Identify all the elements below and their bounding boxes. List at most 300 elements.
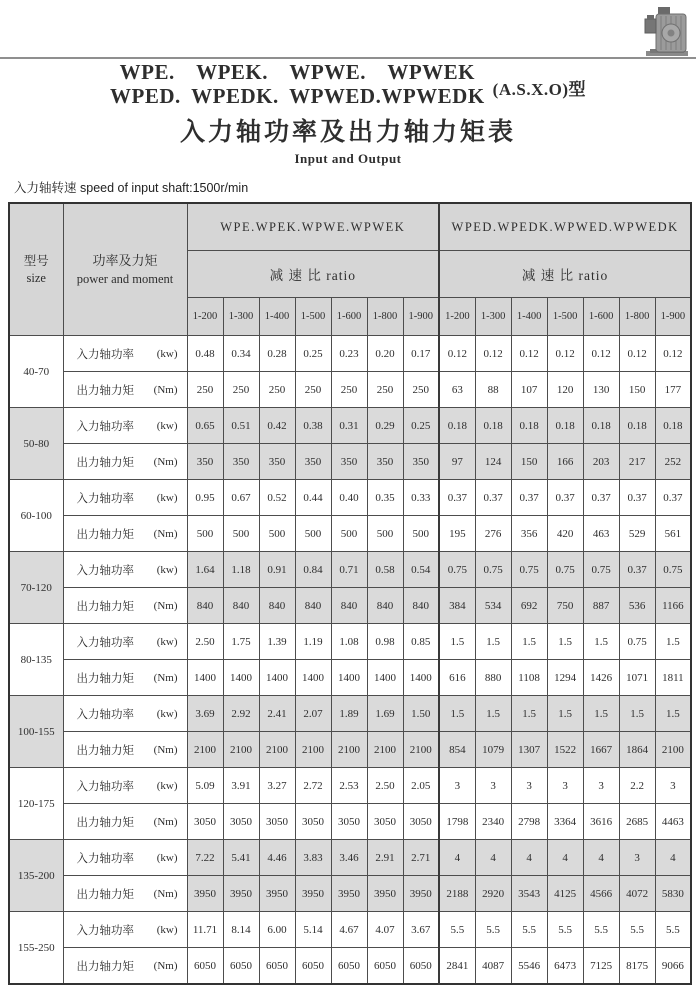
value-cell: 6.00 bbox=[259, 912, 295, 948]
value-cell: 3.69 bbox=[187, 696, 223, 732]
size-cell: 120-175 bbox=[9, 768, 63, 840]
value-cell: 3 bbox=[619, 840, 655, 876]
value-cell: 4087 bbox=[475, 948, 511, 985]
value-cell: 840 bbox=[331, 588, 367, 624]
row-label-unit: (kw) bbox=[156, 491, 178, 504]
value-cell: 0.85 bbox=[403, 624, 439, 660]
value-cell: 1864 bbox=[619, 732, 655, 768]
row-label-cell bbox=[63, 948, 187, 985]
value-cell: 6050 bbox=[295, 948, 331, 985]
value-cell: 840 bbox=[367, 588, 403, 624]
value-cell: 1400 bbox=[403, 660, 439, 696]
value-cell: 217 bbox=[619, 444, 655, 480]
value-cell: 8175 bbox=[619, 948, 655, 985]
col-header-power-moment bbox=[63, 203, 187, 336]
value-cell: 0.29 bbox=[367, 408, 403, 444]
value-cell: 250 bbox=[187, 372, 223, 408]
value-cell: 0.42 bbox=[259, 408, 295, 444]
table-row-output-torque bbox=[9, 372, 691, 408]
value-cell: 1400 bbox=[259, 660, 295, 696]
value-cell: 350 bbox=[403, 444, 439, 480]
value-cell: 1811 bbox=[655, 660, 691, 696]
value-cell: 500 bbox=[331, 516, 367, 552]
value-cell: 1.5 bbox=[475, 696, 511, 732]
table-row-input-power bbox=[9, 552, 691, 588]
value-cell: 0.25 bbox=[295, 336, 331, 372]
ratio-col-header: 1-500 bbox=[547, 298, 583, 336]
value-cell: 250 bbox=[295, 372, 331, 408]
value-cell: 1.75 bbox=[223, 624, 259, 660]
value-cell: 150 bbox=[511, 444, 547, 480]
value-cell: 6050 bbox=[259, 948, 295, 985]
value-cell: 250 bbox=[331, 372, 367, 408]
value-cell: 350 bbox=[259, 444, 295, 480]
value-cell: 0.37 bbox=[583, 480, 619, 516]
value-cell: 195 bbox=[439, 516, 475, 552]
value-cell: 0.84 bbox=[295, 552, 331, 588]
value-cell: 9066 bbox=[655, 948, 691, 985]
value-cell: 3050 bbox=[331, 804, 367, 840]
value-cell: 3950 bbox=[223, 876, 259, 912]
value-cell: 2100 bbox=[187, 732, 223, 768]
value-cell: 500 bbox=[223, 516, 259, 552]
value-cell: 3050 bbox=[187, 804, 223, 840]
col-header-size bbox=[9, 203, 63, 336]
value-cell: 4463 bbox=[655, 804, 691, 840]
table-row-input-power bbox=[9, 336, 691, 372]
group1-ratio-label: 减 速 比 ratio bbox=[187, 251, 439, 298]
value-cell: 1108 bbox=[511, 660, 547, 696]
value-cell: 0.12 bbox=[655, 336, 691, 372]
value-cell: 124 bbox=[475, 444, 511, 480]
value-cell: 6050 bbox=[403, 948, 439, 985]
value-cell: 6050 bbox=[367, 948, 403, 985]
value-cell: 0.20 bbox=[367, 336, 403, 372]
value-cell: 0.18 bbox=[439, 408, 475, 444]
value-cell: 3616 bbox=[583, 804, 619, 840]
value-cell: 5.5 bbox=[439, 912, 475, 948]
row-label-unit: (kw) bbox=[156, 707, 178, 720]
value-cell: 0.17 bbox=[403, 336, 439, 372]
value-cell: 3950 bbox=[295, 876, 331, 912]
value-cell: 0.37 bbox=[547, 480, 583, 516]
value-cell: 561 bbox=[655, 516, 691, 552]
value-cell: 97 bbox=[439, 444, 475, 480]
row-label-cn: 出力轴力矩 bbox=[76, 816, 134, 829]
size-cell: 40-70 bbox=[9, 336, 63, 408]
value-cell: 0.12 bbox=[475, 336, 511, 372]
row-label-cell bbox=[63, 732, 187, 768]
table-row-output-torque bbox=[9, 732, 691, 768]
value-cell: 3 bbox=[475, 768, 511, 804]
value-cell: 2100 bbox=[331, 732, 367, 768]
value-cell: 1.69 bbox=[367, 696, 403, 732]
value-cell: 3364 bbox=[547, 804, 583, 840]
value-cell: 4 bbox=[547, 840, 583, 876]
value-cell: 2.07 bbox=[295, 696, 331, 732]
value-cell: 0.12 bbox=[439, 336, 475, 372]
value-cell: 5.5 bbox=[547, 912, 583, 948]
row-label-cell bbox=[63, 444, 187, 480]
value-cell: 107 bbox=[511, 372, 547, 408]
value-cell: 1.08 bbox=[331, 624, 367, 660]
size-cell: 50-80 bbox=[9, 408, 63, 480]
value-cell: 5.5 bbox=[511, 912, 547, 948]
value-cell: 3.91 bbox=[223, 768, 259, 804]
value-cell: 1.5 bbox=[655, 624, 691, 660]
value-cell: 1400 bbox=[295, 660, 331, 696]
value-cell: 3.67 bbox=[403, 912, 439, 948]
value-cell: 840 bbox=[259, 588, 295, 624]
value-cell: 420 bbox=[547, 516, 583, 552]
value-cell: 2685 bbox=[619, 804, 655, 840]
table-row-output-torque bbox=[9, 660, 691, 696]
value-cell: 0.12 bbox=[583, 336, 619, 372]
size-cell: 135-200 bbox=[9, 840, 63, 912]
table-row-output-torque bbox=[9, 804, 691, 840]
row-label-cell bbox=[63, 840, 187, 876]
value-cell: 0.71 bbox=[331, 552, 367, 588]
value-cell: 0.34 bbox=[223, 336, 259, 372]
row-label-unit: (Nm) bbox=[153, 455, 178, 468]
value-cell: 130 bbox=[583, 372, 619, 408]
value-cell: 0.25 bbox=[403, 408, 439, 444]
value-cell: 0.31 bbox=[331, 408, 367, 444]
series-title-line2: WPED. WPEDK. WPWED.WPWEDK bbox=[110, 84, 485, 108]
ratio-col-header: 1-500 bbox=[295, 298, 331, 336]
row-label-cn: 入力轴功率 bbox=[76, 780, 134, 793]
value-cell: 250 bbox=[367, 372, 403, 408]
value-cell: 1.64 bbox=[187, 552, 223, 588]
value-cell: 3050 bbox=[295, 804, 331, 840]
value-cell: 3 bbox=[583, 768, 619, 804]
value-cell: 2920 bbox=[475, 876, 511, 912]
row-label-unit: (Nm) bbox=[153, 599, 178, 612]
value-cell: 2.72 bbox=[295, 768, 331, 804]
value-cell: 0.91 bbox=[259, 552, 295, 588]
value-cell: 63 bbox=[439, 372, 475, 408]
value-cell: 2.2 bbox=[619, 768, 655, 804]
value-cell: 0.37 bbox=[511, 480, 547, 516]
value-cell: 2.53 bbox=[331, 768, 367, 804]
value-cell: 5546 bbox=[511, 948, 547, 985]
value-cell: 0.40 bbox=[331, 480, 367, 516]
value-cell: 0.37 bbox=[475, 480, 511, 516]
value-cell: 0.37 bbox=[619, 480, 655, 516]
value-cell: 0.52 bbox=[259, 480, 295, 516]
value-cell: 0.75 bbox=[547, 552, 583, 588]
row-label-unit: (kw) bbox=[156, 347, 178, 360]
value-cell: 463 bbox=[583, 516, 619, 552]
size-cell: 60-100 bbox=[9, 480, 63, 552]
power-torque-spec-table bbox=[8, 202, 692, 985]
value-cell: 534 bbox=[475, 588, 511, 624]
value-cell: 3 bbox=[511, 768, 547, 804]
value-cell: 1.5 bbox=[439, 696, 475, 732]
value-cell: 4566 bbox=[583, 876, 619, 912]
value-cell: 5.5 bbox=[619, 912, 655, 948]
value-cell: 0.18 bbox=[583, 408, 619, 444]
value-cell: 500 bbox=[403, 516, 439, 552]
row-label-cn: 出力轴力矩 bbox=[76, 600, 134, 613]
ratio-col-header: 1-200 bbox=[187, 298, 223, 336]
value-cell: 6050 bbox=[331, 948, 367, 985]
value-cell: 384 bbox=[439, 588, 475, 624]
value-cell: 0.35 bbox=[367, 480, 403, 516]
value-cell: 350 bbox=[295, 444, 331, 480]
value-cell: 2841 bbox=[439, 948, 475, 985]
ratio-col-header: 1-800 bbox=[619, 298, 655, 336]
row-label-unit: (kw) bbox=[156, 563, 178, 576]
input-shaft-speed-note bbox=[14, 178, 248, 196]
table-row-output-torque bbox=[9, 588, 691, 624]
value-cell: 1400 bbox=[187, 660, 223, 696]
value-cell: 3950 bbox=[331, 876, 367, 912]
value-cell: 500 bbox=[187, 516, 223, 552]
value-cell: 0.58 bbox=[367, 552, 403, 588]
value-cell: 0.23 bbox=[331, 336, 367, 372]
row-label-unit: (Nm) bbox=[153, 887, 178, 900]
value-cell: 2100 bbox=[655, 732, 691, 768]
value-cell: 0.12 bbox=[547, 336, 583, 372]
row-label-cell bbox=[63, 660, 187, 696]
value-cell: 5.5 bbox=[475, 912, 511, 948]
value-cell: 1.50 bbox=[403, 696, 439, 732]
value-cell: 2100 bbox=[295, 732, 331, 768]
value-cell: 1.5 bbox=[583, 624, 619, 660]
value-cell: 5.41 bbox=[223, 840, 259, 876]
value-cell: 0.75 bbox=[511, 552, 547, 588]
value-cell: 350 bbox=[187, 444, 223, 480]
value-cell: 2.50 bbox=[367, 768, 403, 804]
value-cell: 5.14 bbox=[295, 912, 331, 948]
value-cell: 500 bbox=[367, 516, 403, 552]
row-label-cn: 入力轴功率 bbox=[76, 852, 134, 865]
row-label-cn: 入力轴功率 bbox=[76, 924, 134, 937]
value-cell: 120 bbox=[547, 372, 583, 408]
value-cell: 0.75 bbox=[439, 552, 475, 588]
value-cell: 1522 bbox=[547, 732, 583, 768]
value-cell: 0.18 bbox=[619, 408, 655, 444]
row-label-cn: 出力轴力矩 bbox=[76, 888, 134, 901]
row-label-cn: 出力轴力矩 bbox=[76, 672, 134, 685]
row-label-cell bbox=[63, 624, 187, 660]
value-cell: 1400 bbox=[223, 660, 259, 696]
size-cell: 70-120 bbox=[9, 552, 63, 624]
value-cell: 5.09 bbox=[187, 768, 223, 804]
value-cell: 854 bbox=[439, 732, 475, 768]
value-cell: 1400 bbox=[367, 660, 403, 696]
row-label-cn: 入力轴功率 bbox=[76, 636, 134, 649]
value-cell: 2798 bbox=[511, 804, 547, 840]
value-cell: 2100 bbox=[367, 732, 403, 768]
value-cell: 840 bbox=[187, 588, 223, 624]
value-cell: 0.38 bbox=[295, 408, 331, 444]
row-label-cell bbox=[63, 912, 187, 948]
row-label-cell bbox=[63, 372, 187, 408]
value-cell: 0.33 bbox=[403, 480, 439, 516]
value-cell: 3.83 bbox=[295, 840, 331, 876]
row-label-cn: 入力轴功率 bbox=[76, 708, 134, 721]
value-cell: 356 bbox=[511, 516, 547, 552]
value-cell: 692 bbox=[511, 588, 547, 624]
value-cell: 0.18 bbox=[655, 408, 691, 444]
value-cell: 3.27 bbox=[259, 768, 295, 804]
value-cell: 529 bbox=[619, 516, 655, 552]
value-cell: 0.37 bbox=[655, 480, 691, 516]
gear-reducer-photo-icon bbox=[644, 5, 690, 59]
value-cell: 2.92 bbox=[223, 696, 259, 732]
row-label-unit: (Nm) bbox=[153, 743, 178, 756]
row-label-cn: 出力轴力矩 bbox=[76, 384, 134, 397]
page-title-en: Input and Output bbox=[294, 151, 402, 166]
group1-title: WPE.WPEK.WPWE.WPWEK bbox=[187, 203, 439, 251]
row-label-cn: 出力轴力矩 bbox=[76, 456, 134, 469]
value-cell: 0.28 bbox=[259, 336, 295, 372]
value-cell: 616 bbox=[439, 660, 475, 696]
value-cell: 7125 bbox=[583, 948, 619, 985]
value-cell: 0.12 bbox=[619, 336, 655, 372]
value-cell: 2.91 bbox=[367, 840, 403, 876]
value-cell: 350 bbox=[367, 444, 403, 480]
row-label-cell bbox=[63, 696, 187, 732]
value-cell: 5.5 bbox=[583, 912, 619, 948]
value-cell: 0.37 bbox=[619, 552, 655, 588]
size-cell: 155-250 bbox=[9, 912, 63, 985]
ratio-col-header: 1-600 bbox=[583, 298, 619, 336]
value-cell: 2100 bbox=[259, 732, 295, 768]
ratio-col-header: 1-300 bbox=[475, 298, 511, 336]
value-cell: 0.98 bbox=[367, 624, 403, 660]
row-label-unit: (Nm) bbox=[153, 671, 178, 684]
value-cell: 3050 bbox=[367, 804, 403, 840]
value-cell: 1.5 bbox=[547, 624, 583, 660]
row-label-cn: 入力轴功率 bbox=[76, 492, 134, 505]
size-header-cn: 型号 bbox=[23, 253, 49, 268]
ratio-col-header: 1-800 bbox=[367, 298, 403, 336]
table-row-output-torque bbox=[9, 444, 691, 480]
size-cell: 100-155 bbox=[9, 696, 63, 768]
value-cell: 1.18 bbox=[223, 552, 259, 588]
value-cell: 2100 bbox=[403, 732, 439, 768]
value-cell: 0.75 bbox=[583, 552, 619, 588]
value-cell: 1.5 bbox=[439, 624, 475, 660]
value-cell: 0.95 bbox=[187, 480, 223, 516]
table-row-output-torque bbox=[9, 948, 691, 985]
row-label-cn: 出力轴力矩 bbox=[76, 744, 134, 757]
value-cell: 8.14 bbox=[223, 912, 259, 948]
value-cell: 880 bbox=[475, 660, 511, 696]
row-label-cell bbox=[63, 408, 187, 444]
value-cell: 6473 bbox=[547, 948, 583, 985]
row-label-cell bbox=[63, 768, 187, 804]
value-cell: 2.05 bbox=[403, 768, 439, 804]
ratio-col-header: 1-900 bbox=[403, 298, 439, 336]
ratio-col-header: 1-600 bbox=[331, 298, 367, 336]
ratio-col-header: 1-200 bbox=[439, 298, 475, 336]
value-cell: 150 bbox=[619, 372, 655, 408]
value-cell: 536 bbox=[619, 588, 655, 624]
value-cell: 1071 bbox=[619, 660, 655, 696]
value-cell: 0.37 bbox=[439, 480, 475, 516]
size-cell: 80-135 bbox=[9, 624, 63, 696]
value-cell: 3950 bbox=[187, 876, 223, 912]
value-cell: 840 bbox=[295, 588, 331, 624]
value-cell: 3.46 bbox=[331, 840, 367, 876]
value-cell: 1.39 bbox=[259, 624, 295, 660]
value-cell: 250 bbox=[259, 372, 295, 408]
value-cell: 4 bbox=[655, 840, 691, 876]
value-cell: 0.18 bbox=[547, 408, 583, 444]
size-header-en: size bbox=[26, 270, 46, 285]
value-cell: 4 bbox=[439, 840, 475, 876]
value-cell: 887 bbox=[583, 588, 619, 624]
row-label-cn: 入力轴功率 bbox=[76, 564, 134, 577]
ratio-col-header: 1-400 bbox=[511, 298, 547, 336]
value-cell: 3543 bbox=[511, 876, 547, 912]
row-label-unit: (kw) bbox=[156, 419, 178, 432]
row-label-unit: (Nm) bbox=[153, 959, 178, 972]
value-cell: 252 bbox=[655, 444, 691, 480]
value-cell: 2.71 bbox=[403, 840, 439, 876]
row-label-cell bbox=[63, 876, 187, 912]
series-title-line1: WPE. WPEK. WPWE. WPWEK bbox=[119, 60, 476, 84]
value-cell: 177 bbox=[655, 372, 691, 408]
value-cell: 1166 bbox=[655, 588, 691, 624]
value-cell: 1798 bbox=[439, 804, 475, 840]
row-label-cn: 出力轴力矩 bbox=[76, 960, 134, 973]
value-cell: 0.75 bbox=[475, 552, 511, 588]
row-label-unit: (Nm) bbox=[153, 383, 178, 396]
value-cell: 3050 bbox=[223, 804, 259, 840]
row-label-cell bbox=[63, 516, 187, 552]
value-cell: 276 bbox=[475, 516, 511, 552]
row-label-unit: (kw) bbox=[156, 923, 178, 936]
value-cell: 3 bbox=[547, 768, 583, 804]
value-cell: 4072 bbox=[619, 876, 655, 912]
value-cell: 11.71 bbox=[187, 912, 223, 948]
value-cell: 840 bbox=[223, 588, 259, 624]
value-cell: 2.41 bbox=[259, 696, 295, 732]
value-cell: 6050 bbox=[223, 948, 259, 985]
value-cell: 0.12 bbox=[511, 336, 547, 372]
row-label-cell bbox=[63, 804, 187, 840]
series-type-suffix: (A.S.X.O)型 bbox=[492, 79, 586, 99]
pm-header-cn: 功率及力矩 bbox=[92, 252, 158, 268]
pm-header-en: power and moment bbox=[76, 271, 174, 286]
table-row-output-torque bbox=[9, 516, 691, 552]
value-cell: 7.22 bbox=[187, 840, 223, 876]
value-cell: 203 bbox=[583, 444, 619, 480]
horizontal-divider bbox=[0, 57, 696, 59]
value-cell: 0.44 bbox=[295, 480, 331, 516]
value-cell: 1.5 bbox=[583, 696, 619, 732]
row-label-cell bbox=[63, 552, 187, 588]
row-label-unit: (kw) bbox=[156, 779, 178, 792]
value-cell: 1.5 bbox=[511, 696, 547, 732]
value-cell: 0.18 bbox=[511, 408, 547, 444]
value-cell: 1307 bbox=[511, 732, 547, 768]
value-cell: 0.75 bbox=[619, 624, 655, 660]
value-cell: 3050 bbox=[403, 804, 439, 840]
value-cell: 1426 bbox=[583, 660, 619, 696]
group2-ratio-label: 减 速 比 ratio bbox=[439, 251, 691, 298]
table-row-input-power bbox=[9, 624, 691, 660]
ratio-col-header: 1-300 bbox=[223, 298, 259, 336]
value-cell: 0.18 bbox=[475, 408, 511, 444]
value-cell: 1294 bbox=[547, 660, 583, 696]
value-cell: 0.75 bbox=[655, 552, 691, 588]
